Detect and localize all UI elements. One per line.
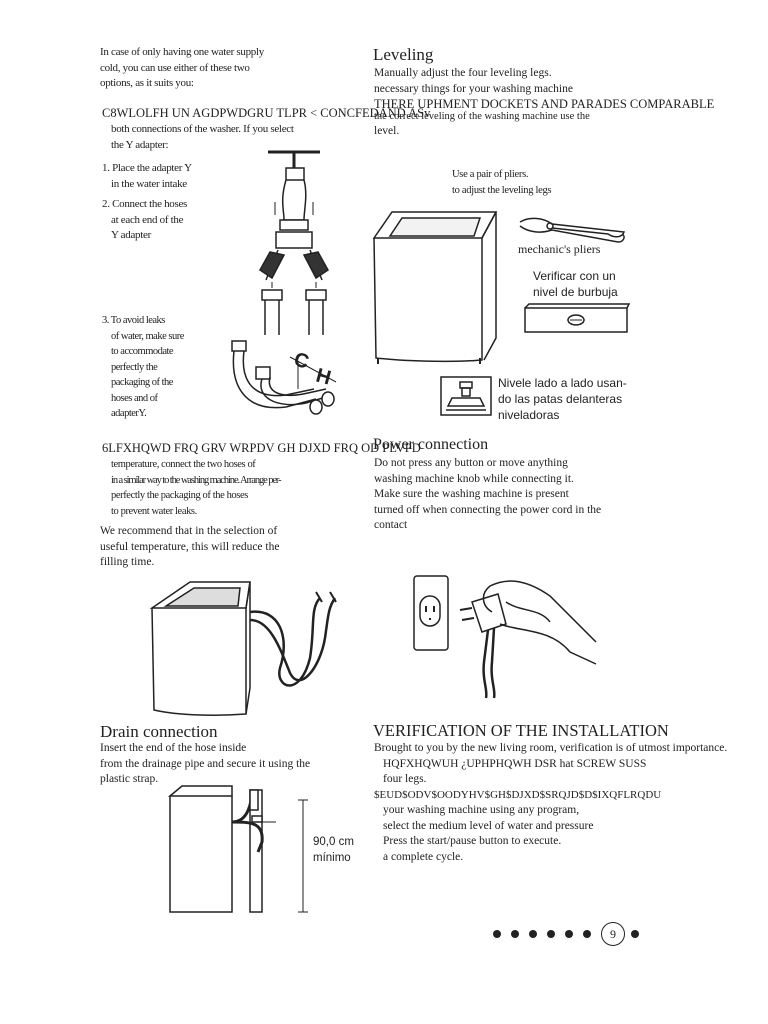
power-line: Make sure the washing machine is present [374,488,569,500]
drain-line: plastic strap. [100,773,159,785]
drain-text [100,741,310,788]
step-1-line: 1. Place the adapter Y [102,162,192,174]
page-footer [493,922,649,946]
pliers-note-line: Use a pair of pliers. [452,169,529,180]
faucet-y-adapter-illustration [240,140,340,340]
leveling-line: necessary things for your washing machine [374,82,573,95]
step-2-line: at each end of the [111,213,184,226]
leveling-line: Manually adjust the four leveling legs. [374,67,552,79]
verification-title: VERIFICATION OF THE INSTALLATION [373,721,669,740]
step-3 [102,313,184,422]
dot [583,930,591,938]
step-3-line: perfectly the [111,361,158,373]
hoses-line: perfectly the packaging of the hoses [111,490,248,501]
step-2 [102,197,187,244]
dot [493,930,501,938]
dot [631,930,639,938]
intro-line: In case of only having one water supply [100,46,264,58]
dot [529,930,537,938]
step-2-line: Y adapter [111,229,151,241]
leveling-title: Leveling [373,45,434,64]
leveling-line: the correct leveling of the washing machine use the [374,110,590,122]
verification-line: Press the start/pause button to execute. [383,835,562,847]
power-title: Power connection [373,436,489,453]
bubble-level-label [533,268,618,300]
cold-label: C [291,348,312,374]
drain-height-label [313,834,354,866]
height-value: 90,0 cm [313,836,354,848]
recommend-text [100,524,279,571]
power-plug-illustration [410,572,600,702]
recommend-line: filling time. [100,556,155,568]
leveling-line: THERE UPHMENT DOCKETS AND PARADES COMPARABLE [374,97,715,111]
verification-line: select the medium level of water and pressure [383,819,594,832]
power-line: turned off when connecting the power cord in the [374,503,602,516]
dot [547,930,555,938]
step-3-line: 3. To avoid leaks [102,315,165,326]
step-3-line: to accommodate [111,346,174,357]
step-3-line: hoses and of [111,392,158,404]
height-min: mínimo [313,852,351,864]
hot-label: H [313,364,334,390]
bubble-level-icon [523,304,629,336]
verification-line: HQFXHQWUH ¿UPHPHQWH DSR hat SCREW SUSS [383,757,647,770]
washer-leveling-illustration [370,208,510,368]
side-level-label [498,375,627,423]
hoses-line: temperature, connect the two hoses of [111,459,256,470]
leveling-line: level. [374,125,400,137]
recommend-line: We recommend that in the selection of [100,525,278,537]
washer-hoses-illustration [150,578,350,718]
leveling-foot-icon [440,376,492,416]
dot [511,930,519,938]
hoses-line: to prevent water leaks. [111,505,197,517]
verification-line: $EUD$ODV$OODYHV$GH$DJXD$SRQJD$D$IXQFLRQDU [374,788,662,801]
dot [565,930,573,938]
power-line: washing machine knob while connecting it. [374,472,574,485]
step-3-line: adapterY. [111,408,147,419]
drain-illustration [166,782,306,914]
pliers-note [452,167,551,198]
step-3-line: packaging of the [111,377,173,388]
step-1-line: in the water intake [111,177,187,190]
side-line: Nivele lado a lado usan- [498,376,627,390]
verification-line: Brought to you by the new living room, verification is of utmost importance. [374,742,728,754]
leveling-text [374,66,714,140]
bubble-line: nivel de burbuja [533,285,618,299]
bubble-line: Verificar con un [533,269,616,283]
step-3-line: of water, make sure [111,330,184,342]
verification-line: your washing machine using any program, [383,804,580,816]
verification-text [374,741,727,865]
side-line: niveladoras [498,408,560,422]
verification-line: four legs. [383,773,427,785]
step-2-line: 2. Connect the hoses [102,198,188,210]
intro-text [100,45,264,92]
hoses-garbled: 6LFXHQWD FRQ GRV WRPDV GH DJXD FRQ OD PLVPD [102,441,421,455]
power-text [374,456,601,534]
power-line: Do not press any button or move anything [374,457,568,469]
drain-line: Insert the end of the hose inside [100,742,247,754]
side-line: do las patas delanteras [498,392,623,406]
recommend-line: useful temperature, this will reduce the [100,540,280,553]
intro-line: options, as it suits you: [100,77,194,89]
y-adapter-line: the Y adapter: [111,138,169,151]
y-adapter-garbled: C8WLOLFH UN AGDPWDGRU TLPR < CONCFEDAND ASv [102,106,431,120]
intro-line: cold, you can use either of these two [100,61,250,74]
pliers-note-line: to adjust the leveling legs [452,184,552,196]
power-line: contact [374,519,408,531]
pliers-icon [518,212,628,244]
step-1 [102,161,192,192]
page-number: 9 [601,922,625,946]
y-adapter-line: both connections of the washer. If you select [111,123,294,135]
drain-line: from the drainage pipe and secure it using the [100,757,311,770]
hoses-text [111,457,281,519]
drain-title: Drain connection [100,722,218,741]
hoses-line: in a similar way to the washing machine. Arrange per- [111,474,281,486]
pliers-label: mechanic's pliers [518,242,601,256]
verification-line: a complete cycle. [383,850,464,863]
